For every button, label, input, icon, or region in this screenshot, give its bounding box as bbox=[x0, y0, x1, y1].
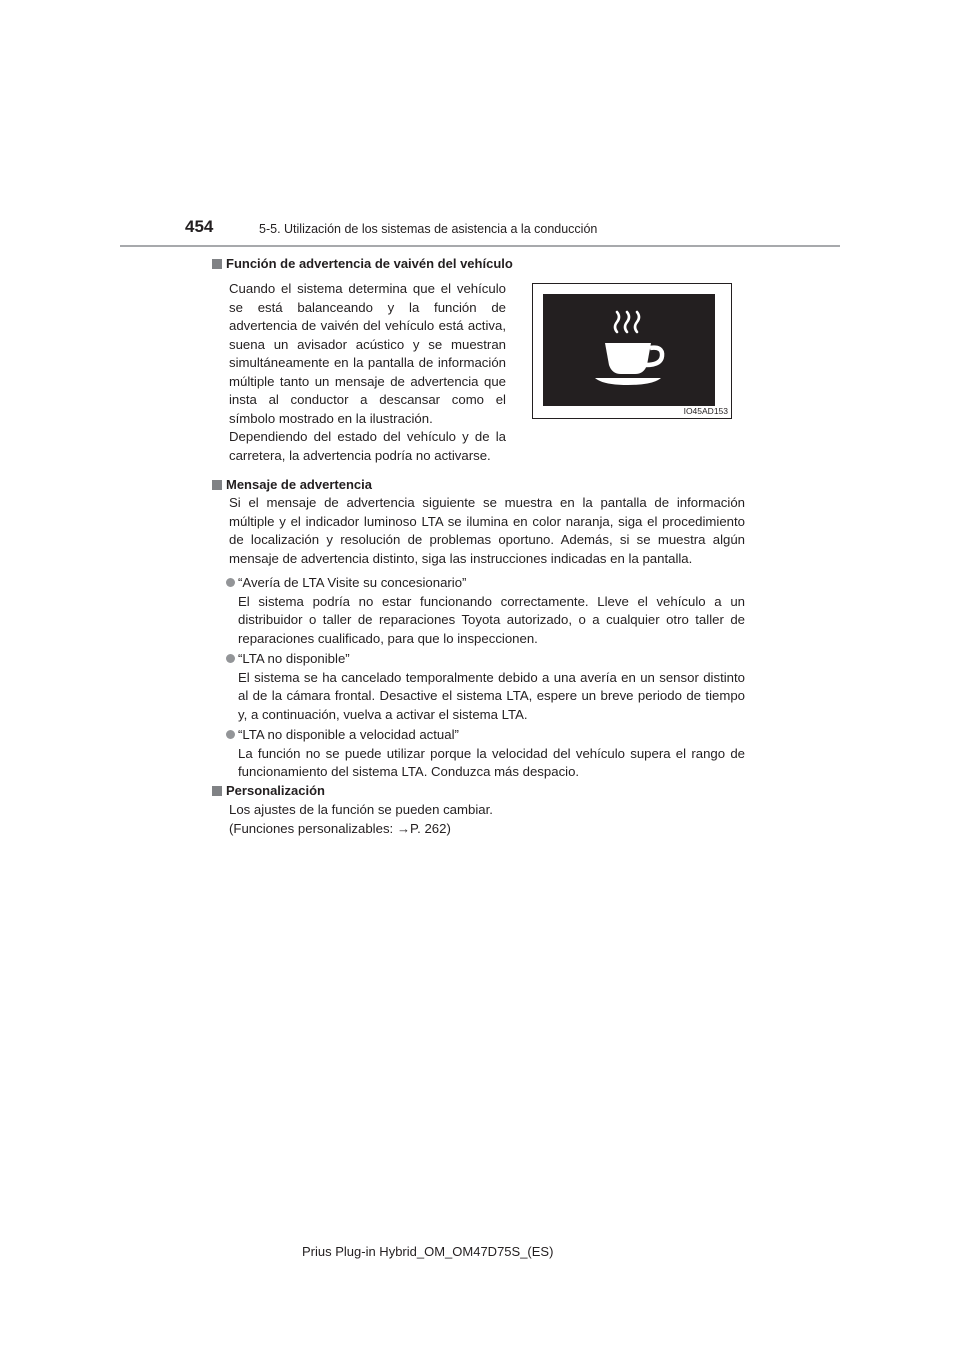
list-item bbox=[226, 726, 745, 782]
list-item bbox=[226, 650, 745, 724]
figure-code: IO45AD153 bbox=[683, 406, 728, 416]
bullet-title: “LTA no disponible a velocidad actual” bbox=[238, 727, 459, 742]
square-bullet-icon bbox=[212, 786, 222, 796]
body-paragraph: Dependiendo del estado del vehículo y de la carretera, la advertencia podría no activarse. bbox=[229, 429, 506, 463]
list-item bbox=[226, 574, 745, 648]
bullet-title: “Avería de LTA Visite su concesionario” bbox=[238, 575, 467, 590]
figure-illustration bbox=[532, 283, 732, 419]
body-line: Los ajustes de la función se pueden cambiar. bbox=[229, 802, 493, 817]
coffee-cup-icon bbox=[543, 294, 715, 406]
bullet-text: El sistema podría no estar funcionando correctamente. Lleve el vehículo a un distribuidor o taller de reparaciones Toyota autorizado, o a cualquier otro taller de reparaciones cualificado, para que lo inspeccionen. bbox=[238, 593, 745, 646]
circle-bullet-icon bbox=[226, 730, 235, 739]
page-number: 454 bbox=[185, 217, 214, 236]
body-paragraph: Cuando el sistema determina que el vehículo se está balanceando y la función de advertencia de vaivén del vehículo está activa, suena un avisador acústico y se muestran simultáneamente en la pantalla de información múltiple tanto un mensaje de advertencia que insta al conductor a descansar como el símbolo mostrado en la ilustración. bbox=[229, 281, 506, 426]
header-rule bbox=[120, 245, 840, 247]
section-title bbox=[212, 256, 513, 271]
circle-bullet-icon bbox=[226, 654, 235, 663]
section-title-text: Mensaje de advertencia bbox=[226, 477, 372, 492]
bullet-text: La función no se puede utilizar porque la velocidad del vehículo supera el rango de funcionamiento del sistema LTA. Conduzca más despacio. bbox=[238, 745, 745, 779]
section-title-text: Función de advertencia de vaivén del vehículo bbox=[226, 256, 513, 271]
footer-manual-id: Prius Plug-in Hybrid_OM_OM47D75S_(ES) bbox=[302, 1244, 554, 1259]
section-title bbox=[212, 477, 372, 492]
display-screen bbox=[543, 294, 715, 406]
square-bullet-icon bbox=[212, 480, 222, 490]
section-header: 5-5. Utilización de los sistemas de asistencia a la conducción bbox=[259, 222, 598, 236]
circle-bullet-icon bbox=[226, 578, 235, 587]
cross-reference: (Funciones personalizables: →P. 262) bbox=[229, 820, 451, 836]
bullet-title: “LTA no disponible” bbox=[238, 651, 350, 666]
body-paragraph bbox=[229, 801, 745, 838]
bullet-text: El sistema se ha cancelado temporalmente debido a una avería en un sensor distinto al de la cámara frontal. Desactive el sistema LTA, espere un breve periodo de tiempo y, a continuación, vuelva a activar el sistema LTA. bbox=[238, 669, 745, 722]
section-title-text: Personalización bbox=[226, 783, 325, 798]
section-title bbox=[212, 783, 325, 798]
body-paragraph: Si el mensaje de advertencia siguiente se muestra en la pantalla de información múltiple y el indicador luminoso LTA se ilumina en color naranja, siga el procedimiento de localización y resolución de problemas oportuno. Además, si se muestra algún mensaje de advertencia distinto, siga las instrucciones indicadas en la pantalla. bbox=[229, 495, 745, 566]
square-bullet-icon bbox=[212, 259, 222, 269]
